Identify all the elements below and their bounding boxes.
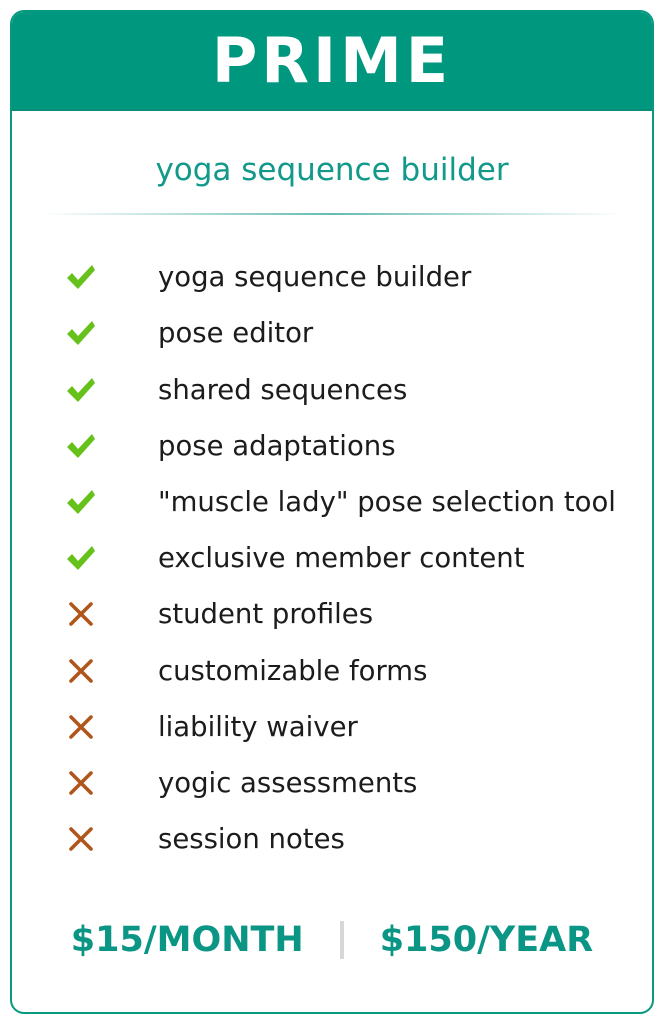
- feature-label: yoga sequence builder: [158, 261, 472, 294]
- yearly-price: $150/YEAR: [379, 920, 594, 960]
- feature-label: exclusive member content: [158, 542, 525, 575]
- x-icon: [64, 597, 98, 631]
- monthly-price: $15/MONTH: [70, 920, 304, 960]
- plan-subtitle: yoga sequence builder: [155, 152, 509, 188]
- check-icon: [64, 429, 98, 463]
- feature-label: student profiles: [158, 598, 374, 631]
- feature-item: [12, 530, 652, 586]
- feature-label: customizable forms: [158, 654, 428, 687]
- feature-item: [12, 305, 652, 361]
- feature-label: shared sequences: [158, 373, 408, 406]
- check-icon: [64, 541, 98, 575]
- feature-item: [12, 586, 652, 642]
- feature-item: [12, 418, 652, 474]
- feature-item: [12, 361, 652, 417]
- card-header: [12, 12, 652, 111]
- check-icon: [64, 373, 98, 407]
- feature-item: [12, 755, 652, 811]
- divider: [42, 213, 622, 215]
- feature-label: "muscle lady" pose selection tool: [158, 485, 616, 518]
- feature-list: [12, 249, 652, 867]
- feature-item: [12, 249, 652, 305]
- feature-label: yogic assessments: [158, 766, 418, 799]
- x-icon: [64, 766, 98, 800]
- feature-item: [12, 642, 652, 698]
- pricing-card: [10, 10, 654, 1014]
- feature-label: liability waiver: [158, 710, 358, 743]
- check-icon: [64, 260, 98, 294]
- feature-item: [12, 699, 652, 755]
- feature-label: pose adaptations: [158, 429, 396, 462]
- price-separator: [340, 921, 344, 959]
- x-icon: [64, 710, 98, 744]
- x-icon: [64, 822, 98, 856]
- check-icon: [64, 316, 98, 350]
- check-icon: [64, 485, 98, 519]
- feature-item: [12, 474, 652, 530]
- feature-item: [12, 811, 652, 867]
- pricing-row: [12, 920, 652, 960]
- feature-label: pose editor: [158, 317, 314, 350]
- feature-label: session notes: [158, 823, 345, 856]
- plan-name: PRIME: [211, 23, 453, 97]
- x-icon: [64, 654, 98, 688]
